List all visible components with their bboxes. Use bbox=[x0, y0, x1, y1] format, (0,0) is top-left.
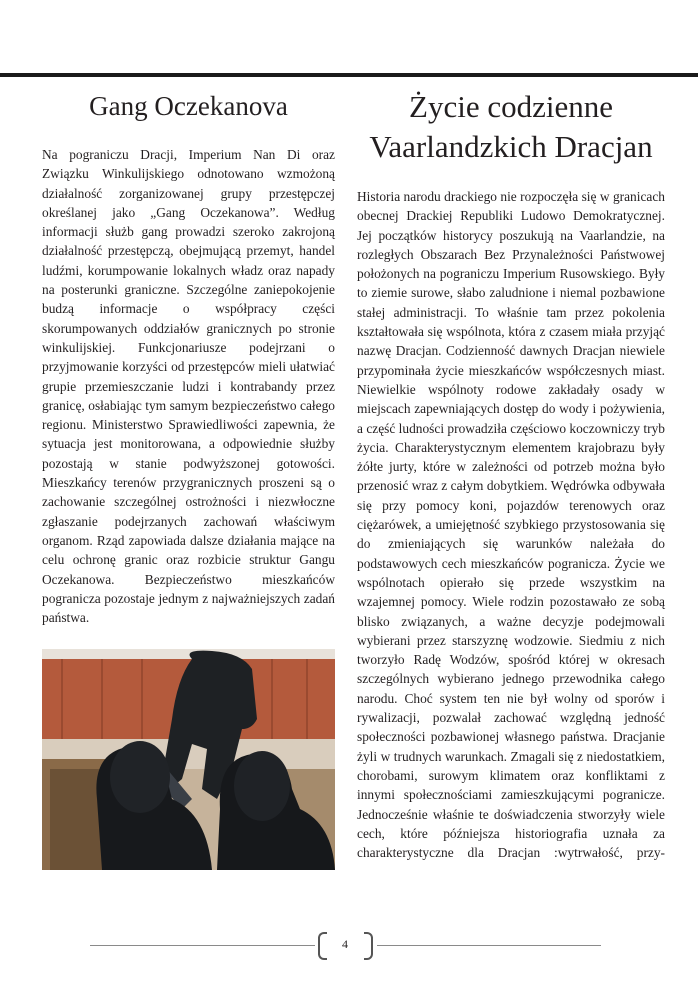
article-photo bbox=[42, 649, 335, 870]
right-article-title bbox=[357, 87, 665, 167]
page-number: 4 bbox=[342, 937, 348, 951]
right-article-title-line2: Vaarlandzkich Dracjan bbox=[369, 129, 653, 164]
left-column bbox=[42, 80, 335, 627]
footer-bracket-left-icon bbox=[318, 932, 327, 960]
footer-rule-left bbox=[90, 945, 315, 946]
page-footer bbox=[0, 930, 698, 960]
left-article-body: Na pograniczu Dracji, Imperium Nan Di oraz Związku Winkulijskiego odnotowano wzmożoną działalność zorganizowanej grupy przestępczej określanej jako „Gang Oczekanowa”. Według informacji służb gang prowadzi szeroko zakrojoną działalność przestępczą, obejmującą przemyt, handel ludźmi, korumpowanie lokalnych władz oraz napady na posterunki graniczne. Szczególne zaniepokojenie budzą informacje o współpracy części skorumpowanych oddziałów granicznych po stronie winkulijskiej. Funkcjonariusze podejrzani o przyjmowanie korzyści od przestępców mieli ułatwiać grupie przemieszczanie ludzi i kontrabandy przez granicę, osłabiając tym samym bezpieczeństwo całego regionu. Ministerstwo Sprawiedliwości zapewnia, że sytuacja jest monitorowana, a odpowiednie służby pozostają w stanie podwyższonej gotowości. Mieszkańcy terenów przygranicznych proszeni są o zachowanie szczególnej ostrożności i niezwłoczne zgłaszanie podejrzanych zachowań właściwym organom. Rząd zapowiada dalsze działania mające na celu ochronę granic oraz rozbicie struktur Gangu Oczekanowa. Bezpieczeństwo mieszkańców pogranicza pozostaje jednym z najważniejszych zadań państwa. bbox=[42, 147, 335, 626]
right-column bbox=[357, 80, 665, 862]
footer-rule-right bbox=[377, 945, 601, 946]
footer-bracket-right-icon bbox=[364, 932, 373, 960]
left-article-title: Gang Oczekanova bbox=[89, 91, 288, 121]
photo-hooded-figures-illustration bbox=[42, 649, 335, 870]
right-article-title-line1: Życie codzienne bbox=[409, 89, 613, 124]
top-rule bbox=[0, 73, 698, 77]
right-article-body: Historia narodu drackiego nie rozpoczęła się w granicach obecnej Drackiej Republiki Ludowo Demokratycznej. Jej początków historycy poszukują na Vaarlandzie, na rozległych Obszarach Bez Przynależności Państwowej położonych na pograniczu Imperium Rusowskiego. Były to ziemie surowe, słabo zaludnione i niemal pozbawione stałej administracji. To właśnie tam przez pokolenia kształtowała się wspólnota, która z czasem miała przyjąć nazwę Dracjan. Codzienność dawnych Dracjan niewiele przypominała życie mieszkańców współczesnych miast. Niewielkie wspólnoty rodowe zakładały osady w miejscach zapewniających dostęp do wody i pożywienia, a część ludności prowadziła częściowo koczowniczy tryb życia. Charakterystycznym elementem krajobrazu były żółte jurty, które w zależności od potrzeb można było przenosić wraz z całym dobytkiem. Wędrówka odbywała się przy pomocy koni, pojazdów terenowych oraz ciężarówek, a umiejętność szybkiego przystosowania się do zmieniających się warunków należała do podstawowych cech mieszkańców pogranicza. Życie we wspólnotach opierało się przede wszystkim na wzajemnej pomocy. Wiele rodzin pozostawało ze sobą blisko związanych, a ważne decyzje podejmowali wybierani przez starszyznę wodzowie. Siedmiu z nich tworzyło Radę Wodzów, spośród której w okresach szczególnych wybierano jednego przewodnika całego narodu. Choć system ten nie był wolny od sporów i rywalizacji, pozwalał zachować względną jedność społeczności pozbawionej własnego państwa. Dracjanie żyli w trudnych warunkach. Zmagali się z niedostatkiem, chorobami, surowym klimatem oraz konfliktami z innymi społecznościami zamieszkującymi pogranicze. Jednocześnie właśnie te doświadczenia stworzyły wiele cech, które późniejsza historiografia uznała za charakterystyczne dla Dracjan :wytrwałość, przy- bbox=[357, 189, 665, 861]
